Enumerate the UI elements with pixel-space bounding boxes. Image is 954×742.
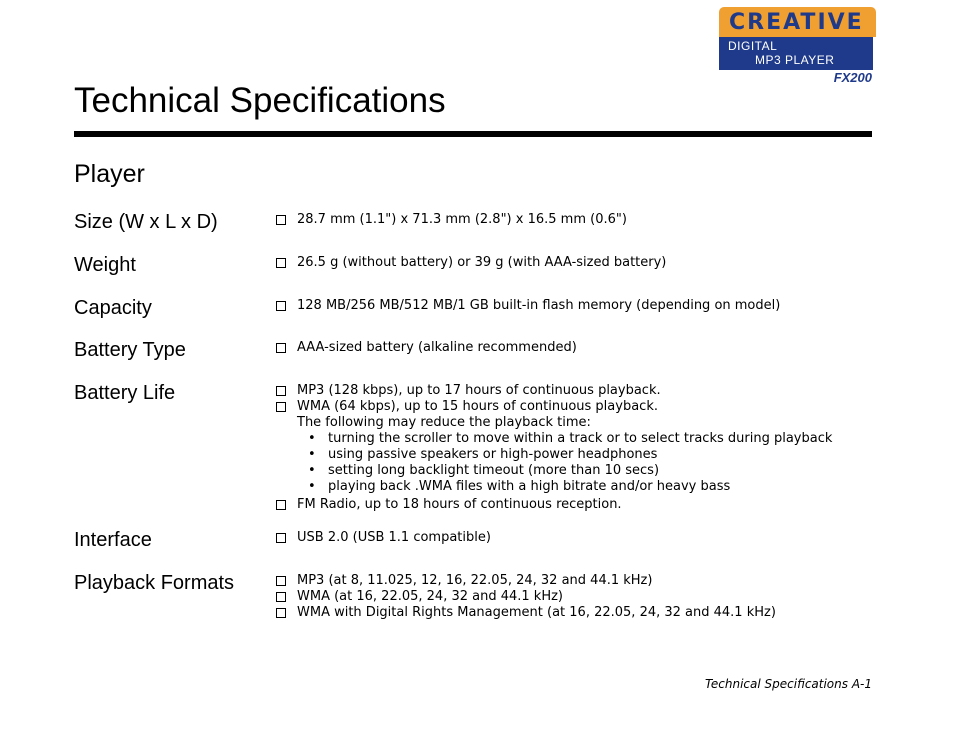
spec-values-playback-formats [276,573,776,621]
spec-label-playback-formats: Playback Formats [74,572,235,594]
spec-label-size: Size (W x L x D) [74,211,218,233]
spec-item [276,573,776,589]
spec-item-text: FM Radio, up to 18 hours of continuous reception. [297,497,622,512]
spec-label-interface: Interface [74,529,152,551]
checkbox-icon [276,343,286,353]
title-rule [74,131,872,137]
page-title: Technical Specifications [74,81,446,120]
spec-item [276,340,577,356]
bullet-text: turning the scroller to move within a track or to select tracks during playback [328,431,833,446]
spec-values-size [276,212,627,228]
spec-item [276,497,832,513]
spec-values-interface [276,530,491,546]
checkbox-icon [276,386,286,396]
bullet-text: setting long backlight timeout (more than 10 secs) [328,463,660,478]
spec-item-text: MP3 (at 8, 11.025, 12, 16, 22.05, 24, 32 and 44.1 kHz) [297,573,653,588]
spec-values-capacity [276,298,780,314]
spec-item [276,383,832,399]
battery-bullets [308,431,832,495]
bullet-icon: • [308,463,316,478]
logo-bottom-band [719,37,873,70]
spec-values-battery-type [276,340,577,356]
spec-item-text: USB 2.0 (USB 1.1 compatible) [297,530,491,545]
list-item [308,463,832,479]
checkbox-icon [276,258,286,268]
spec-values-battery-life [276,383,832,513]
spec-label-weight: Weight [74,254,136,276]
spec-label-battery-type: Battery Type [74,339,186,361]
spec-item-text: 26.5 g (without battery) or 39 g (with AAA-sized battery) [297,255,667,270]
logo-line1: DIGITAL [728,39,778,53]
spec-item-text: MP3 (128 kbps), up to 17 hours of continuous playback. [297,383,661,398]
bullet-icon: • [308,431,316,446]
spec-item [276,399,832,415]
list-item [308,447,832,463]
bullet-icon: • [308,479,316,494]
spec-item-text: WMA (64 kbps), up to 15 hours of continuous playback. [297,399,658,414]
logo-top-band [719,7,876,37]
checkbox-icon [276,576,286,586]
spec-item-text: WMA (at 16, 22.05, 24, 32 and 44.1 kHz) [297,589,563,604]
logo-line2: MP3 PLAYER [755,53,835,67]
list-item [308,479,832,495]
spec-item [276,212,627,228]
checkbox-icon [276,301,286,311]
spec-item [276,589,776,605]
checkbox-icon [276,608,286,618]
spec-item [276,605,776,621]
spec-item-text: AAA-sized battery (alkaline recommended) [297,340,577,355]
spec-values-weight [276,255,666,271]
checkbox-icon [276,533,286,543]
spec-item [276,298,780,314]
logo-brand: CREATIVE [729,10,864,35]
logo-model: FX200 [833,70,872,85]
spec-item-text: WMA with Digital Rights Management (at 16, 22.05, 24, 32 and 44.1 kHz) [297,605,776,620]
list-item [308,431,832,447]
checkbox-icon [276,215,286,225]
spec-item-text: 28.7 mm (1.1") x 71.3 mm (2.8") x 16.5 mm (0.6") [297,212,627,227]
checkbox-icon [276,592,286,602]
spec-item-text: 128 MB/256 MB/512 MB/1 GB built-in flash memory (depending on model) [297,298,781,313]
section-title: Player [74,160,145,188]
bullet-text: playing back .WMA files with a high bitrate and/or heavy bass [328,479,731,494]
bullet-text: using passive speakers or high-power headphones [328,447,658,462]
spec-item [276,255,666,271]
spec-label-capacity: Capacity [74,297,152,319]
checkbox-icon [276,402,286,412]
spec-item [276,530,491,546]
bullet-icon: • [308,447,316,462]
creative-logo [719,7,876,87]
battery-note: The following may reduce the playback time: [297,415,591,430]
spec-label-battery-life: Battery Life [74,382,176,404]
page-footer: Technical Specifications A-1 [705,677,872,691]
checkbox-icon [276,500,286,510]
